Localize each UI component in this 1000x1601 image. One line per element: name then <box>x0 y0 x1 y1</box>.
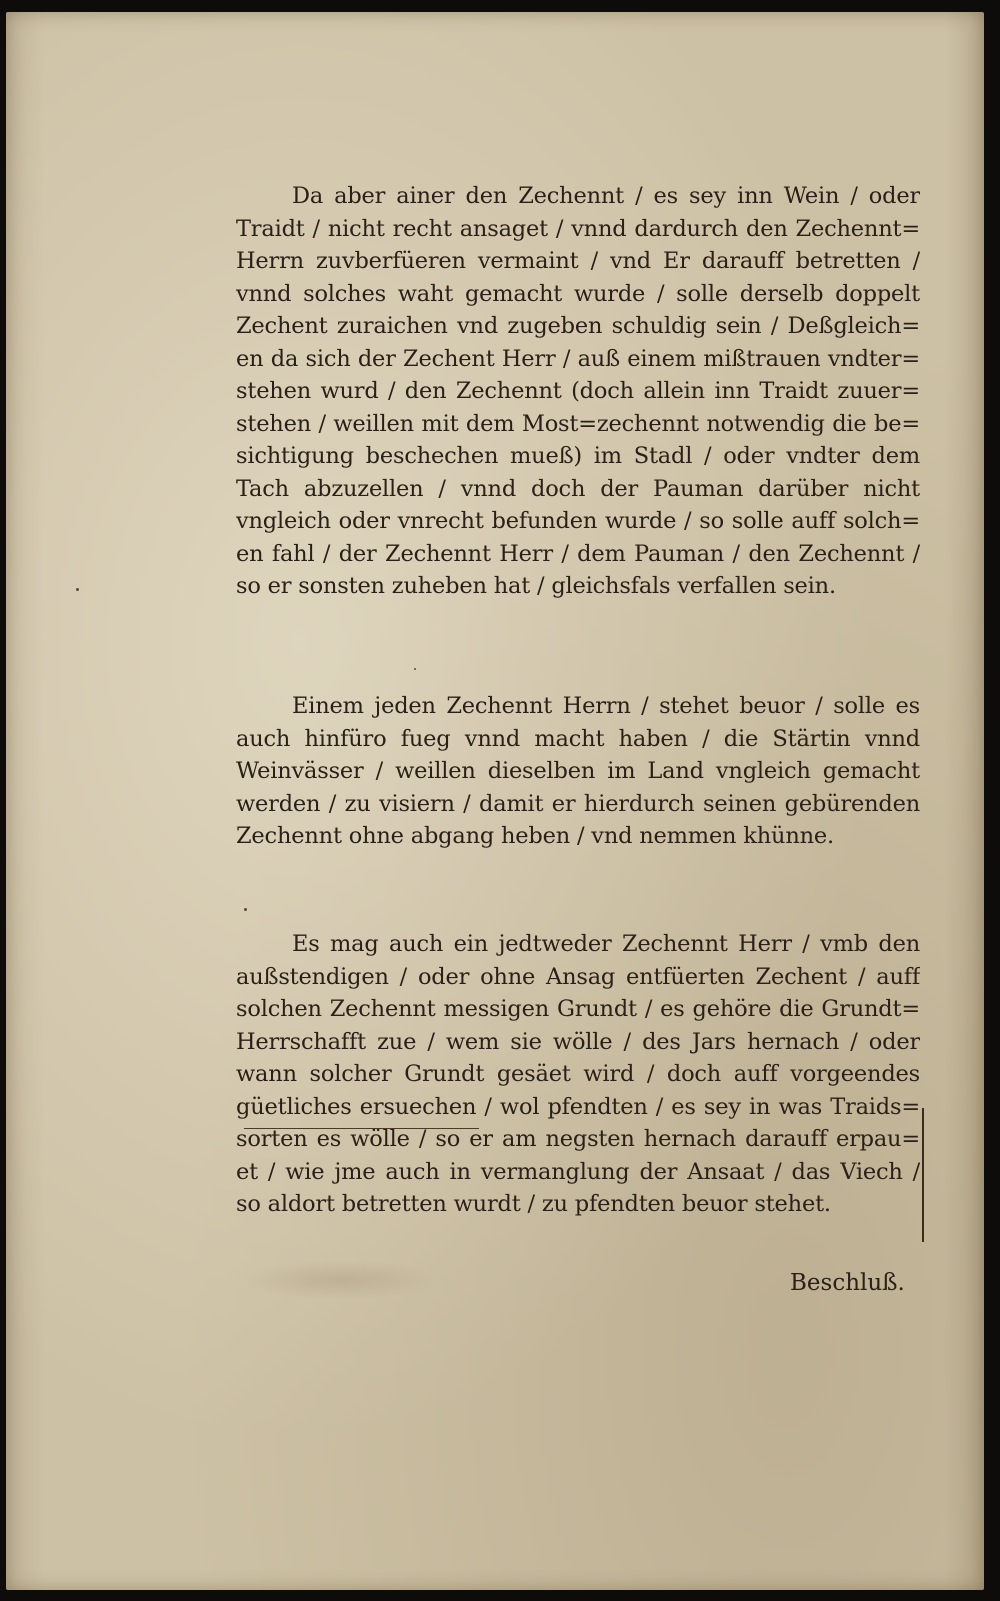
paragraph-line: en fahl / der Zechennt Herr / dem Pauman / den Zechennt / <box>236 540 920 567</box>
paragraph-line: werden / zu visiern / damit er hierdurch seinen gebürenden <box>236 790 920 817</box>
paragraph-line: Einem jeden Zechennt Herrn / stehet beuor / solle es <box>292 693 920 719</box>
handwritten-underline <box>244 1128 479 1129</box>
show-through-smudge <box>240 1260 440 1300</box>
paragraph-line: solchen Zechennt messigen Grundt / es gehöre die Grundt= <box>236 996 920 1022</box>
paragraph-line: so aldort betretten wurdt / zu pfendten beuor stehet. <box>236 1191 831 1217</box>
ink-speck <box>244 908 247 911</box>
paragraph-line: stehen wurd / den Zechennt (doch allein inn Traidt zuuer= <box>236 378 920 404</box>
paragraph-line: en da sich der Zechent Herr / auß einem mißtrauen vndter= <box>236 345 920 372</box>
paragraph-line: so er sonsten zuheben hat / gleichsfals verfallen sein. <box>236 573 836 599</box>
ink-speck <box>76 588 79 591</box>
catchword: Beschluß. <box>790 1270 905 1296</box>
paragraph-line: Herrn zuvberfüeren vermaint / vnd Er darauff betretten / <box>236 248 920 274</box>
paragraph-line: et / wie jme auch in vermanglung der Ansaat / das Viech / <box>236 1158 920 1185</box>
paragraph-line: vnnd solches waht gemacht wurde / solle derselb doppelt <box>236 280 920 307</box>
paragraph-line: Da aber ainer den Zechennt / es sey inn Wein / oder <box>292 183 920 209</box>
paragraph-line: sichtigung beschechen mueß) im Stadl / oder vndter dem <box>236 443 920 469</box>
handwritten-margin-bracket <box>912 1108 924 1242</box>
paragraph-line: wann solcher Grundt gesäet wird / doch auff vorgeendes <box>236 1061 920 1087</box>
paragraph-2 <box>236 690 920 853</box>
paragraph-line: Zechennt ohne abgang heben / vnd nemmen khünne. <box>236 823 834 849</box>
ink-speck <box>414 668 416 670</box>
paragraph-line: stehen / weillen mit dem Most=zechennt notwendig die be= <box>236 410 920 437</box>
paragraph-line: Es mag auch ein jedtweder Zechennt Herr / vmb den <box>292 931 920 957</box>
paragraph-line: Tach abzuzellen / vnnd doch der Pauman darüber nicht <box>236 475 920 502</box>
paragraph-line: güetliches ersuechen / wol pfendten / es sey in was Traids= <box>236 1093 920 1120</box>
paragraph-line: Zechent zuraichen vnd zugeben schuldig sein / Deßgleich= <box>236 313 920 339</box>
paragraph-line: auch hinfüro fueg vnnd macht haben / die Stärtin vnnd <box>236 725 920 752</box>
paragraph-line: Herrschafft zue / wem sie wölle / des Jars hernach / oder <box>236 1028 920 1055</box>
paragraph-line: Weinvässer / weillen dieselben im Land vngleich gemacht <box>236 758 920 784</box>
paragraph-line: vngleich oder vnrecht befunden wurde / so solle auff solch= <box>236 508 920 534</box>
paragraph-line: Traidt / nicht recht ansaget / vnnd dardurch den Zechennt= <box>236 215 920 242</box>
paragraph-line: außstendigen / oder ohne Ansag entfüerten Zechent / auff <box>236 963 920 990</box>
paragraph-line: sorten es wölle / so er am negsten hernach darauff erpau= <box>236 1126 920 1152</box>
paragraph-3 <box>236 928 920 1221</box>
paragraph-1 <box>236 180 920 603</box>
